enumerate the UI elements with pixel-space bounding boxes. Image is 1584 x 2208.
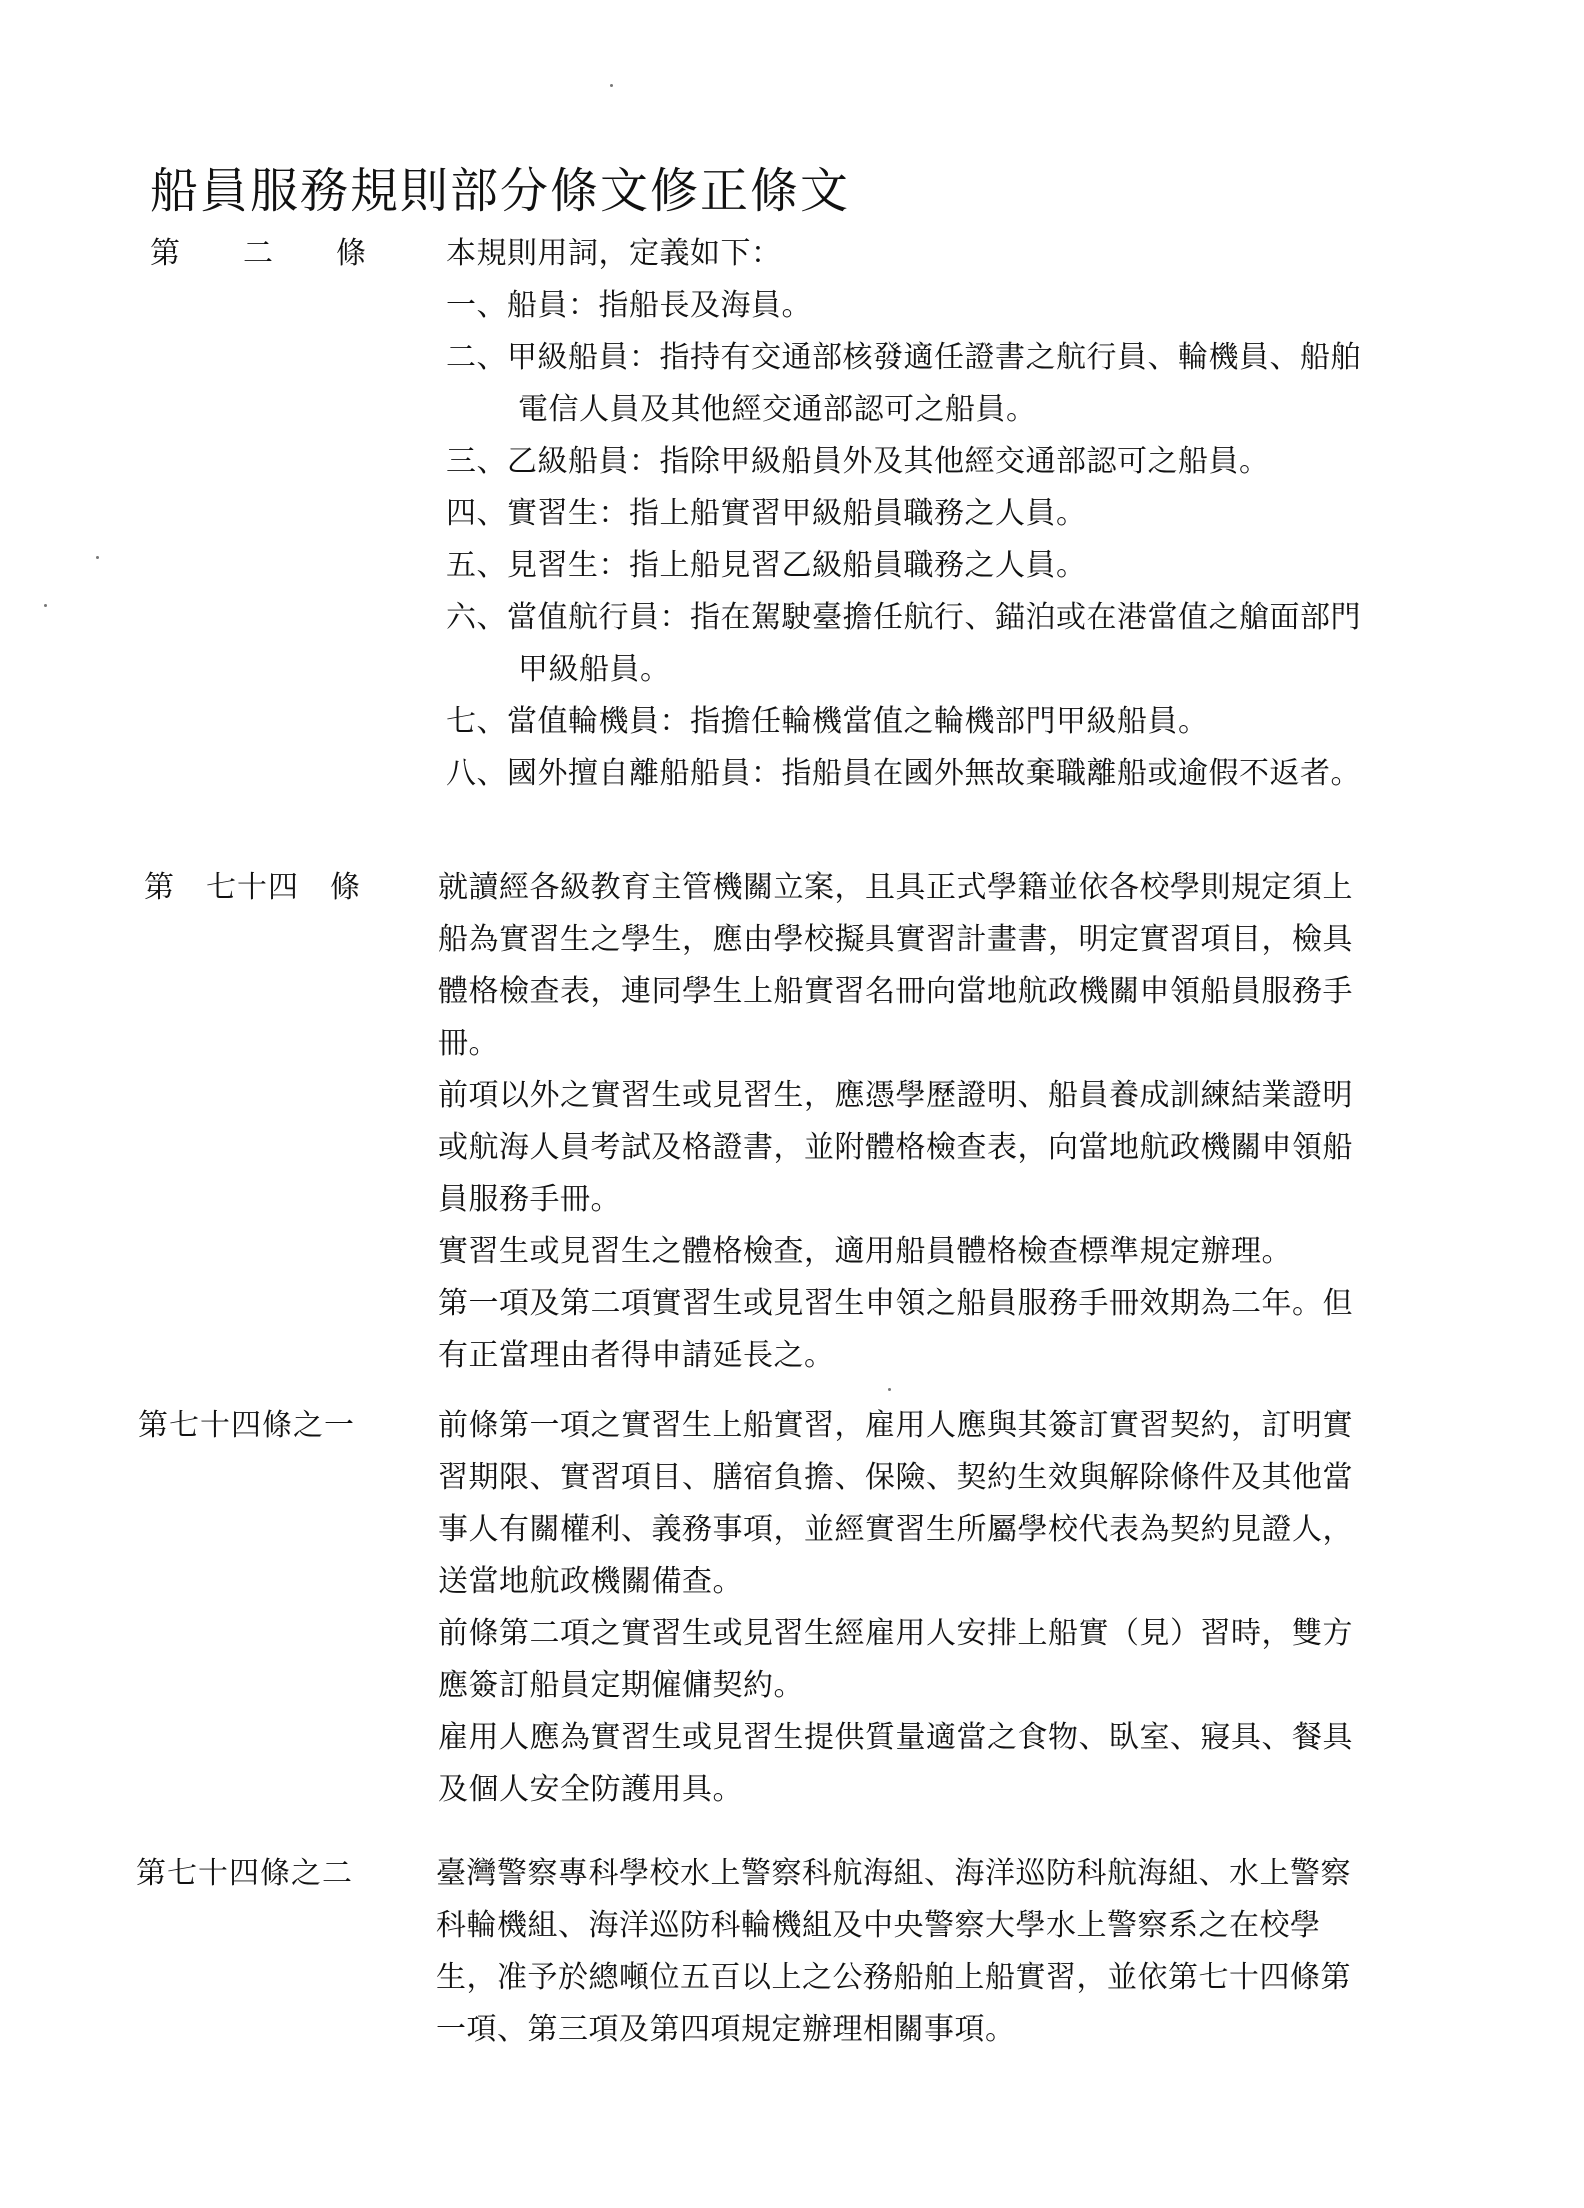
text-line: 事人有關權利、義務事項，並經實習生所屬學校代表為契約見證人， xyxy=(438,1512,1353,1547)
paragraph xyxy=(446,696,1361,748)
text-line: 科輪機組、海洋巡防科輪機組及中央警察大學水上警察系之在校學 xyxy=(436,1908,1321,1943)
paragraph xyxy=(446,540,1361,592)
article-body xyxy=(438,1400,1353,1816)
paragraph xyxy=(436,1848,1351,2056)
text-line: 習期限、實習項目、膳宿負擔、保險、契約生效與解除條件及其他當 xyxy=(438,1460,1353,1495)
text-line: 有正當理由者得申請延長之。 xyxy=(438,1338,835,1373)
article-body xyxy=(438,862,1353,1382)
paragraph xyxy=(438,1278,1353,1382)
text-line: 冊。 xyxy=(438,1026,499,1061)
article-label: 第七十四條之二 xyxy=(136,1856,353,1891)
scan-speck xyxy=(96,556,99,559)
paragraph xyxy=(446,748,1361,800)
text-line: 臺灣警察專科學校水上警察科航海組、海洋巡防科航海組、水上警察 xyxy=(436,1856,1351,1891)
scan-speck xyxy=(610,84,613,87)
text-line: 三、乙級船員：指除甲級船員外及其他經交通部認可之船員。 xyxy=(446,444,1270,479)
text-line: 船為實習生之學生，應由學校擬具實習計畫書，明定實習項目，檢具 xyxy=(438,922,1353,957)
article-label: 第 二 條 xyxy=(150,236,367,271)
text-line: 生，准予於總噸位五百以上之公務船舶上船實習，並依第七十四條第 xyxy=(436,1960,1351,1995)
text-line: 送當地航政機關備查。 xyxy=(438,1564,743,1599)
scan-speck xyxy=(44,604,47,607)
text-line: 六、當值航行員：指在駕駛臺擔任航行、錨泊或在港當值之艙面部門 xyxy=(446,600,1361,635)
text-line: 應簽訂船員定期僱傭契約。 xyxy=(438,1668,804,1703)
paragraph xyxy=(446,228,1361,280)
text-line: 或航海人員考試及格證書，並附體格檢查表，向當地航政機關申領船 xyxy=(438,1130,1353,1165)
text-line: 五、見習生：指上船見習乙級船員職務之人員。 xyxy=(446,548,1087,583)
paragraph xyxy=(438,1712,1353,1816)
text-line: 本規則用詞，定義如下： xyxy=(446,236,782,271)
article-body xyxy=(436,1848,1351,2056)
article-label: 第七十四條之一 xyxy=(138,1408,355,1443)
text-line: 電信人員及其他經交通部認可之船員。 xyxy=(518,392,1037,427)
paragraph xyxy=(438,1608,1353,1712)
paragraph xyxy=(438,1226,1353,1278)
text-line: 七、當值輪機員：指擔任輪機當值之輪機部門甲級船員。 xyxy=(446,704,1209,739)
text-line: 前條第二項之實習生或見習生經雇用人安排上船實（見）習時，雙方 xyxy=(438,1616,1353,1651)
text-line: 一項、第三項及第四項規定辦理相關事項。 xyxy=(436,2012,1016,2047)
text-line: 雇用人應為實習生或見習生提供質量適當之食物、臥室、寢具、餐具 xyxy=(438,1720,1353,1755)
text-line: 一、船員：指船長及海員。 xyxy=(446,288,812,323)
article-label: 第 七十四 條 xyxy=(144,870,361,905)
paragraph xyxy=(446,436,1361,488)
text-line: 就讀經各級教育主管機關立案，且具正式學籍並依各校學則規定須上 xyxy=(438,870,1353,905)
paragraph xyxy=(446,488,1361,540)
text-line: 四、實習生：指上船實習甲級船員職務之人員。 xyxy=(446,496,1087,531)
text-line: 八、國外擅自離船船員：指船員在國外無故棄職離船或逾假不返者。 xyxy=(446,756,1361,791)
text-line: 甲級船員。 xyxy=(518,652,671,687)
text-line: 前條第一項之實習生上船實習，雇用人應與其簽訂實習契約，訂明實 xyxy=(438,1408,1353,1443)
text-line: 及個人安全防護用具。 xyxy=(438,1772,743,1807)
text-line: 體格檢查表，連同學生上船實習名冊向當地航政機關申領船員服務手 xyxy=(438,974,1353,1009)
paragraph xyxy=(438,1070,1353,1226)
paragraph xyxy=(438,1400,1353,1608)
document-title: 船員服務規則部分條文修正條文 xyxy=(150,163,851,219)
paragraph xyxy=(446,280,1361,332)
text-line: 員服務手冊。 xyxy=(438,1182,621,1217)
paragraph xyxy=(446,332,1361,436)
text-line: 前項以外之實習生或見習生，應憑學歷證明、船員養成訓練結業證明 xyxy=(438,1078,1353,1113)
paragraph xyxy=(438,862,1353,1070)
paragraph xyxy=(446,592,1361,696)
text-line: 第一項及第二項實習生或見習生申領之船員服務手冊效期為二年。但 xyxy=(438,1286,1353,1321)
article-body xyxy=(446,228,1361,800)
scan-speck xyxy=(888,1388,891,1391)
text-line: 二、甲級船員：指持有交通部核發適任證書之航行員、輪機員、船舶 xyxy=(446,340,1361,375)
text-line: 實習生或見習生之體格檢查，適用船員體格檢查標準規定辦理。 xyxy=(438,1234,1292,1269)
